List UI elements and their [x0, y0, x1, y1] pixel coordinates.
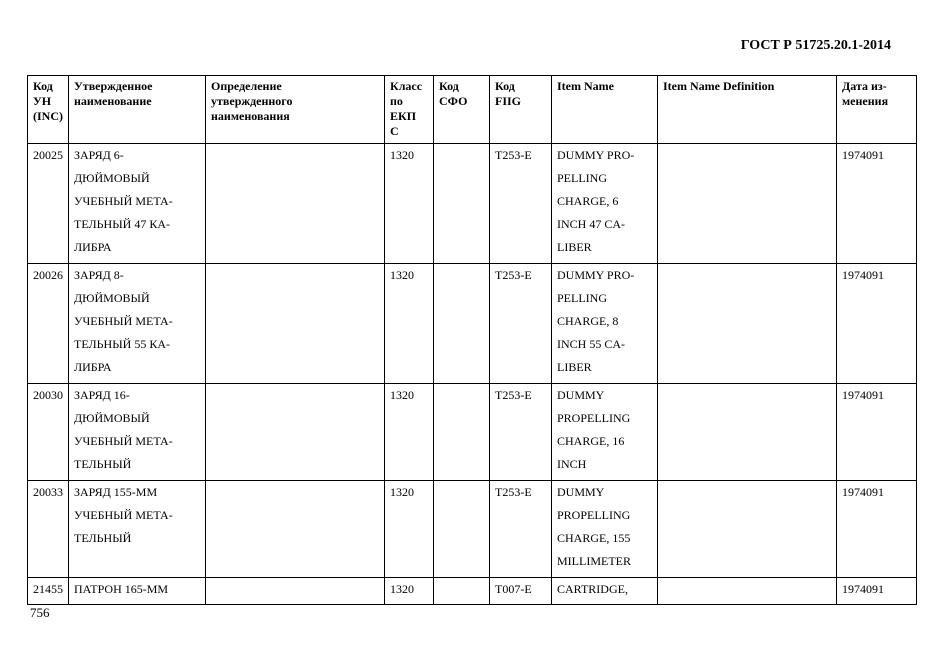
- cell-approved-name: ЗАРЯД 16- ДЮЙМОВЫЙ УЧЕБНЫЙ МЕТА- ТЕЛЬНЫЙ: [69, 384, 206, 481]
- cell-item-name: CARTRIDGE,: [552, 578, 658, 605]
- cell-approved-name: ЗАРЯД 155-ММ УЧЕБНЫЙ МЕТА- ТЕЛЬНЫЙ: [69, 481, 206, 578]
- header-class: Класс по ЕКП С: [385, 76, 434, 144]
- cell-class: 1320: [385, 264, 434, 384]
- cell-sfo-code: [434, 264, 490, 384]
- cell-code: 21455: [28, 578, 69, 605]
- cell-item-name-definition: [658, 384, 837, 481]
- header-sfo-code: Код СФО: [434, 76, 490, 144]
- table-row: [28, 144, 917, 264]
- header-name-definition: Определение утвержденного наименования: [206, 76, 385, 144]
- cell-change-date: 1974091: [837, 384, 917, 481]
- cell-fiig-code: T253-E: [490, 264, 552, 384]
- cell-change-date: 1974091: [837, 144, 917, 264]
- cell-name-definition: [206, 384, 385, 481]
- cell-sfo-code: [434, 144, 490, 264]
- cell-code: 20030: [28, 384, 69, 481]
- cell-change-date: 1974091: [837, 264, 917, 384]
- table-row: [28, 481, 917, 578]
- table-header-row: [28, 76, 917, 144]
- registry-table: [27, 75, 917, 605]
- cell-item-name-definition: [658, 264, 837, 384]
- cell-class: 1320: [385, 384, 434, 481]
- cell-code: 20033: [28, 481, 69, 578]
- cell-code: 20025: [28, 144, 69, 264]
- cell-sfo-code: [434, 481, 490, 578]
- cell-fiig-code: T253-E: [490, 384, 552, 481]
- table-row: [28, 578, 917, 605]
- cell-name-definition: [206, 481, 385, 578]
- cell-item-name-definition: [658, 578, 837, 605]
- header-fiig-code: Код FIIG: [490, 76, 552, 144]
- document-code: ГОСТ Р 51725.20.1-2014: [740, 38, 891, 53]
- cell-class: 1320: [385, 144, 434, 264]
- header-item-name-definition: Item Name Definition: [658, 76, 837, 144]
- cell-name-definition: [206, 144, 385, 264]
- cell-approved-name: ПАТРОН 165-ММ: [69, 578, 206, 605]
- cell-class: 1320: [385, 481, 434, 578]
- header-item-name: Item Name: [552, 76, 658, 144]
- cell-item-name-definition: [658, 144, 837, 264]
- page-number: 756: [30, 605, 50, 620]
- cell-item-name: DUMMY PRO- PELLING CHARGE, 6 INCH 47 CA- LIBER: [552, 144, 658, 264]
- table-row: [28, 264, 917, 384]
- cell-change-date: 1974091: [837, 578, 917, 605]
- cell-item-name-definition: [658, 481, 837, 578]
- cell-approved-name: ЗАРЯД 6- ДЮЙМОВЫЙ УЧЕБНЫЙ МЕТА- ТЕЛЬНЫЙ 47 КА- ЛИБРА: [69, 144, 206, 264]
- cell-item-name: DUMMY PROPELLING CHARGE, 16 INCH: [552, 384, 658, 481]
- cell-code: 20026: [28, 264, 69, 384]
- cell-class: 1320: [385, 578, 434, 605]
- cell-name-definition: [206, 578, 385, 605]
- cell-name-definition: [206, 264, 385, 384]
- cell-sfo-code: [434, 578, 490, 605]
- cell-change-date: 1974091: [837, 481, 917, 578]
- cell-fiig-code: T253-E: [490, 481, 552, 578]
- cell-approved-name: ЗАРЯД 8- ДЮЙМОВЫЙ УЧЕБНЫЙ МЕТА- ТЕЛЬНЫЙ 55 КА- ЛИБРА: [69, 264, 206, 384]
- header-change-date: Дата из- менения: [837, 76, 917, 144]
- cell-item-name: DUMMY PROPELLING CHARGE, 155 MILLIMETER: [552, 481, 658, 578]
- cell-fiig-code: T253-E: [490, 144, 552, 264]
- cell-fiig-code: T007-E: [490, 578, 552, 605]
- cell-item-name: DUMMY PRO- PELLING CHARGE, 8 INCH 55 CA- LIBER: [552, 264, 658, 384]
- table-row: [28, 384, 917, 481]
- cell-sfo-code: [434, 384, 490, 481]
- header-approved-name: Утвержденное наименование: [69, 76, 206, 144]
- header-code: Код УН (INC): [28, 76, 69, 144]
